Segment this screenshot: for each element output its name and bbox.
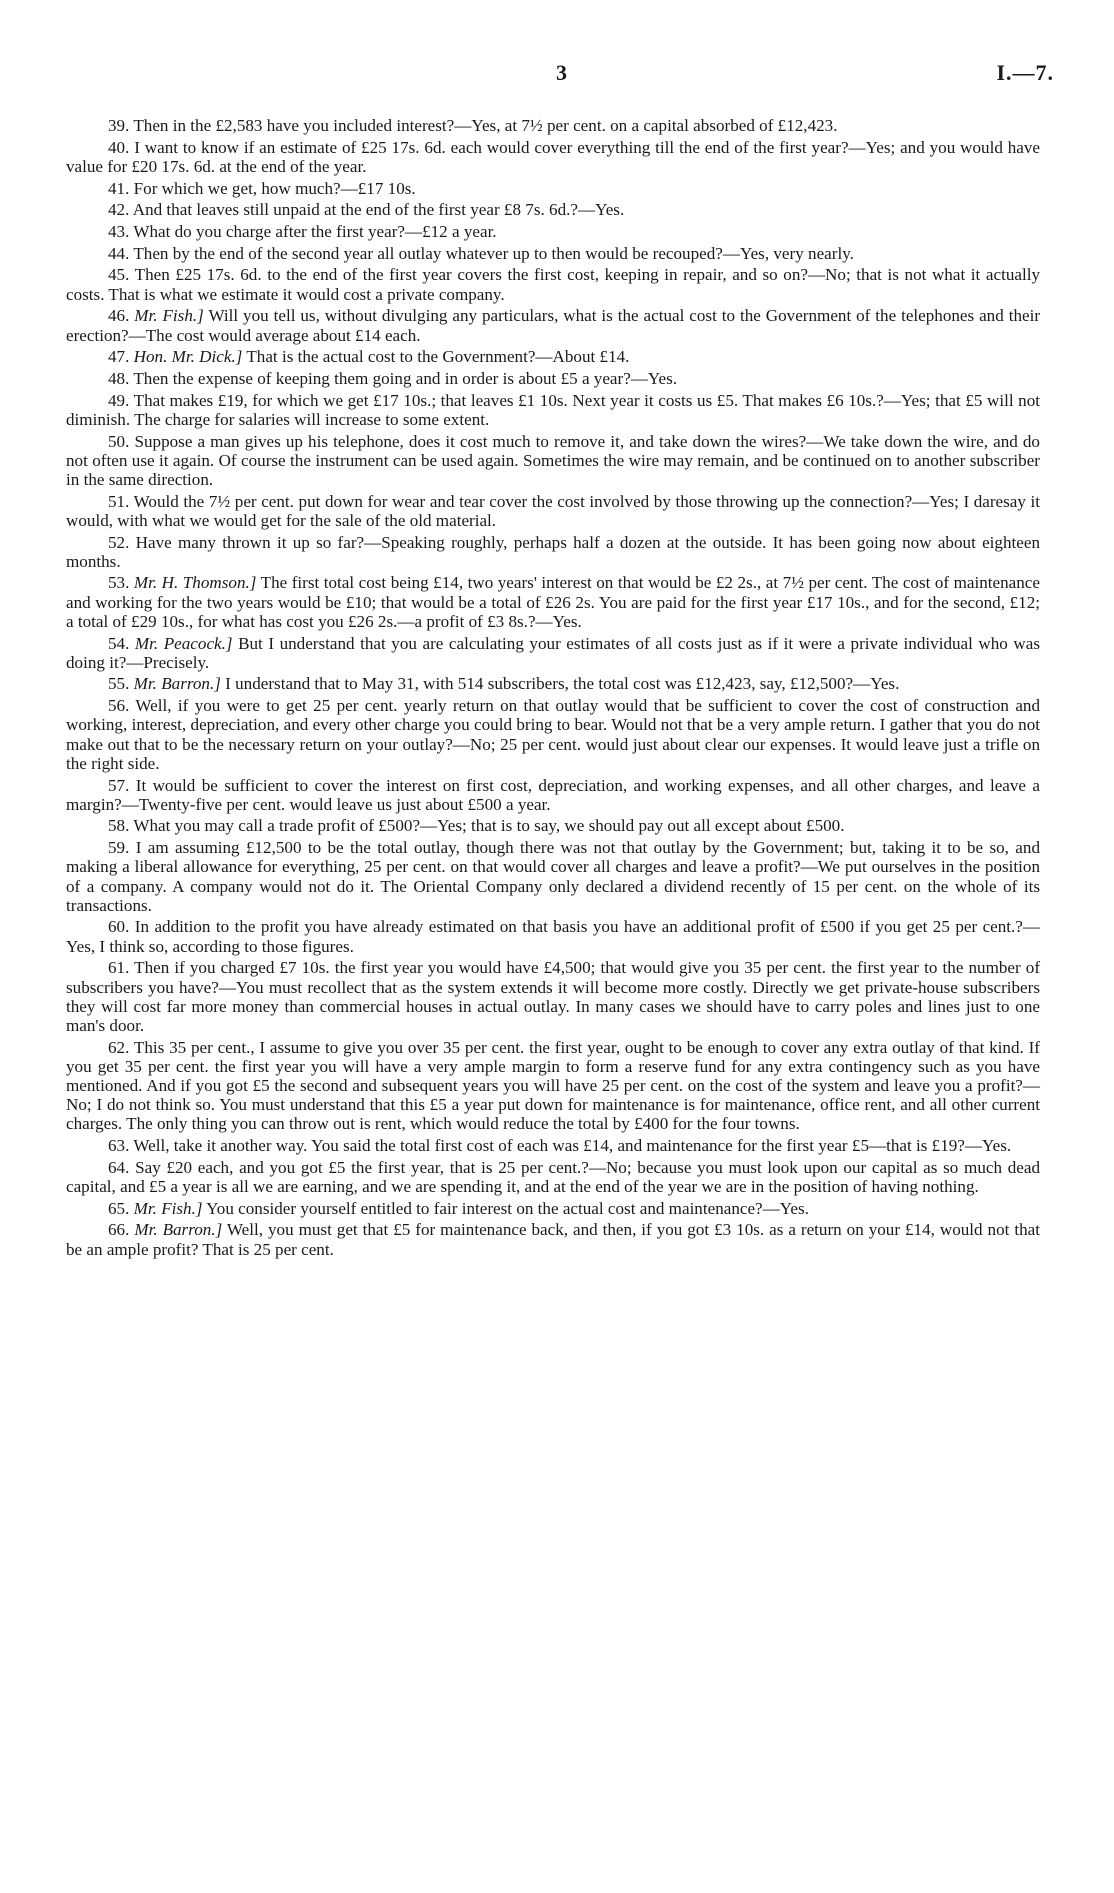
- question-text: Suppose a man gives up his telephone, does it cost much to remove it, and take down the wires?—We take down the wire, and do not often use it again. Of course the instrument can be used again. Sometimes the wire may remain, and be continued on to another subscriber in the same direction.: [66, 431, 1040, 489]
- question-number: 54.: [108, 633, 130, 653]
- question-paragraph: [66, 1136, 1040, 1155]
- question-number: 57.: [108, 775, 130, 795]
- question-paragraph: [66, 222, 1040, 241]
- question-paragraph: [66, 116, 1040, 135]
- question-paragraph: [66, 838, 1040, 915]
- question-text: That makes £19, for which we get £17 10s.; that leaves £1 10s. Next year it costs us £5. That makes £6 10s.?—Yes; that £5 will not diminish. The charge for salaries will increase to some extent.: [66, 390, 1040, 429]
- question-paragraph: [66, 492, 1040, 530]
- question-number: 52.: [108, 532, 130, 552]
- question-text: This 35 per cent., I assume to give you over 35 per cent. the first year, ought to be enough to cover any extra outlay of that kind. If you get 35 per cent. the first year you will have a very ample margin to form a reserve fund for any extra contingency such as you have mentioned. And if you got £5 the second and subsequent years you will have 25 per cent. on the cost of the system and leave you a profit?—No; I do not think so. You must understand that this £5 a year put down for maintenance is for maintenance, office rent, and all other current charges. The only thing you can throw out is rent, which would reduce the total by £400 for the four towns.: [66, 1037, 1040, 1134]
- question-text: Well, take it another way. You said the total first cost of each was £14, and maintenance for the first year £5—that is £19?—Yes.: [133, 1136, 1012, 1156]
- question-number: 56.: [108, 696, 130, 716]
- question-text: And that leaves still unpaid at the end of the first year £8 7s. 6d.?—Yes.: [132, 200, 625, 220]
- question-number: 53.: [108, 573, 130, 593]
- question-paragraph: [66, 138, 1040, 176]
- question-text: Say £20 each, and you got £5 the first year, that is 25 per cent.?—No; because you must look upon our capital as so much dead capital, and £5 a year is all we are earning, and we are spending it, and at the end of the year we are in the position of having nothing.: [66, 1157, 1040, 1197]
- question-paragraph: [66, 369, 1040, 388]
- question-paragraph: [66, 816, 1040, 835]
- question-text: Then the expense of keeping them going and in order is about £5 a year?—Yes.: [133, 368, 678, 388]
- question-text: I want to know if an estimate of £25 17s. 6d. each would cover everything till the end of the first year?—Yes; and you would have value for £20 17s. 6d. at the end of the year.: [66, 137, 1040, 176]
- question-number: 61.: [108, 958, 130, 978]
- speaker-name: Hon. Mr. Dick.]: [133, 347, 243, 367]
- question-text: You consider yourself entitled to fair interest on the actual cost and maintenance?—Yes.: [206, 1198, 809, 1218]
- question-text: I understand that to May 31, with 514 subscribers, the total cost was £12,423, say, £12,500?—Yes.: [225, 674, 900, 694]
- question-number: 66.: [108, 1220, 130, 1240]
- question-number: 41.: [108, 178, 130, 198]
- question-paragraph: [66, 776, 1040, 814]
- question-paragraph: [66, 634, 1040, 672]
- question-text: Will you tell us, without divulging any particulars, what is the actual cost to the Government of the telephones and their erection?—The cost would average about £14 each.: [66, 306, 1041, 345]
- question-text: Well, you must get that £5 for maintenance back, and then, if you got £3 10s. as a return on your £14, would not that be an ample profit? That is 25 per cent.: [66, 1220, 1040, 1259]
- question-number: 46.: [108, 306, 130, 326]
- question-text: The first total cost being £14, two years' interest on that would be £2 2s., at 7½ per cent. The cost of maintenance and working for the two years would be £10; that would be a total of £26 2s. You are paid for the first year £17 10s., and for the second, £12; a total of £29 10s., for what has cost you £26 2s.—a profit of £3 8s.?—Yes.: [66, 573, 1040, 631]
- question-paragraph: [66, 533, 1040, 571]
- question-paragraph: [66, 1220, 1040, 1258]
- speaker-name: Mr. H. Thomson.]: [133, 573, 257, 593]
- question-number: 62.: [108, 1037, 130, 1057]
- question-paragraph: [66, 1038, 1040, 1134]
- document-reference: I.—7.: [996, 60, 1054, 85]
- question-paragraph: [66, 200, 1040, 219]
- question-text: I am assuming £12,500 to be the total outlay, though there was not that outlay by the Government; but, taking it to be so, and making a liberal allowance for everything, 25 per cent. on that would cover all charges and leave a profit?—We put ourselves in the position of a company. A company would not do it. The Oriental Company only declared a dividend recently of 15 per cent. on the whole of its transactions.: [66, 838, 1040, 915]
- question-text: Then if you charged £7 10s. the first year you would have £4,500; that would give you 35 per cent. the first year to the number of subscribers you have?—You must recollect that as the system extends it will become more costly. Directly we get private-house subscribers they will cost far more money than commercial houses in actual outlay. In many cases we should have to carry poles and lines just to one man's door.: [66, 958, 1041, 1035]
- question-paragraph: [66, 696, 1040, 773]
- question-number: 48.: [108, 368, 130, 388]
- question-text: That is the actual cost to the Government?—About £14.: [246, 347, 630, 367]
- question-text: But I understand that you are calculating your estimates of all costs just as if it were a private individual who was doing it?—Precisely.: [66, 633, 1040, 672]
- speaker-name: Mr. Peacock.]: [134, 633, 233, 653]
- question-number: 65.: [108, 1198, 130, 1218]
- question-number: 59.: [108, 838, 130, 858]
- question-text: Then in the £2,583 have you included interest?—Yes, at 7½ per cent. on a capital absorbed of £12,423.: [133, 116, 838, 135]
- question-number: 64.: [108, 1157, 130, 1177]
- question-text: In addition to the profit you have already estimated on that basis you have an additional profit of £500 if you get 25 per cent.?—Yes, I think so, according to those figures.: [66, 917, 1040, 956]
- question-number: 63.: [108, 1136, 130, 1156]
- question-number: 43.: [108, 222, 130, 242]
- question-text: It would be sufficient to cover the interest on first cost, depreciation, and working expenses, and all other charges, and leave a margin?—Twenty-five per cent. would leave us just about £500 a year.: [66, 775, 1040, 814]
- question-paragraph: [66, 917, 1040, 955]
- question-number: 47.: [108, 347, 130, 367]
- page-header: [66, 0, 1054, 86]
- question-text: What you may call a trade profit of £500?—Yes; that is to say, we should pay out all except about £500.: [133, 816, 845, 836]
- question-text: Then by the end of the second year all outlay whatever up to then would be recouped?—Yes, very nearly.: [133, 243, 854, 263]
- speaker-name: Mr. Barron.]: [133, 674, 221, 694]
- question-number: 40.: [108, 137, 130, 157]
- question-paragraph: [66, 674, 1040, 693]
- speaker-name: Mr. Fish.]: [134, 306, 204, 326]
- question-number: 58.: [108, 816, 130, 836]
- question-number: 55.: [108, 674, 130, 694]
- speaker-name: Mr. Barron.]: [134, 1220, 223, 1240]
- question-paragraph: [66, 347, 1040, 366]
- question-text: Have many thrown it up so far?—Speaking roughly, perhaps half a dozen at the outside. It has been going now about eighteen months.: [66, 532, 1040, 571]
- question-paragraph: [66, 265, 1040, 303]
- question-paragraph: [66, 432, 1040, 490]
- question-paragraph: [66, 306, 1040, 344]
- question-paragraph: [66, 1158, 1040, 1196]
- question-number: 60.: [108, 917, 130, 937]
- question-paragraph: [66, 244, 1040, 263]
- question-text: Would the 7½ per cent. put down for wear and tear cover the cost involved by those throwing up the connection?—Yes; I daresay it would, with what we would get for the sale of the old material.: [66, 491, 1040, 530]
- question-number: 45.: [108, 265, 130, 285]
- question-number: 50.: [108, 431, 130, 451]
- question-paragraph: [66, 573, 1040, 631]
- speaker-name: Mr. Fish.]: [133, 1198, 203, 1218]
- question-text: What do you charge after the first year?—£12 a year.: [133, 222, 497, 242]
- question-number: 44.: [108, 243, 130, 263]
- question-number: 39.: [108, 116, 130, 135]
- evidence-body: [66, 116, 1040, 1261]
- question-paragraph: [66, 179, 1040, 198]
- question-paragraph: [66, 958, 1040, 1035]
- question-paragraph: [66, 391, 1040, 429]
- question-number: 49.: [108, 390, 130, 410]
- question-number: 42.: [108, 200, 130, 220]
- question-paragraph: [66, 1199, 1040, 1218]
- question-number: 51.: [108, 491, 130, 511]
- question-text: For which we get, how much?—£17 10s.: [133, 178, 416, 198]
- question-text: Well, if you were to get 25 per cent. yearly return on that outlay would that be sufficient to cover the cost of construction and working, interest, depreciation, and every other charge you could bring to bear. Would not that be a very ample return. I gather that you do not make out that to be the necessary return on your outlay?—No; 25 per cent. would just about clear our expenses. It would leave just a trifle on the right side.: [66, 696, 1040, 773]
- question-text: Then £25 17s. 6d. to the end of the first year covers the first cost, keeping in repair, and so on?—No; that is not what it actually costs. That is what we estimate it would cost a private company.: [66, 265, 1040, 304]
- page-number: 3: [556, 60, 567, 85]
